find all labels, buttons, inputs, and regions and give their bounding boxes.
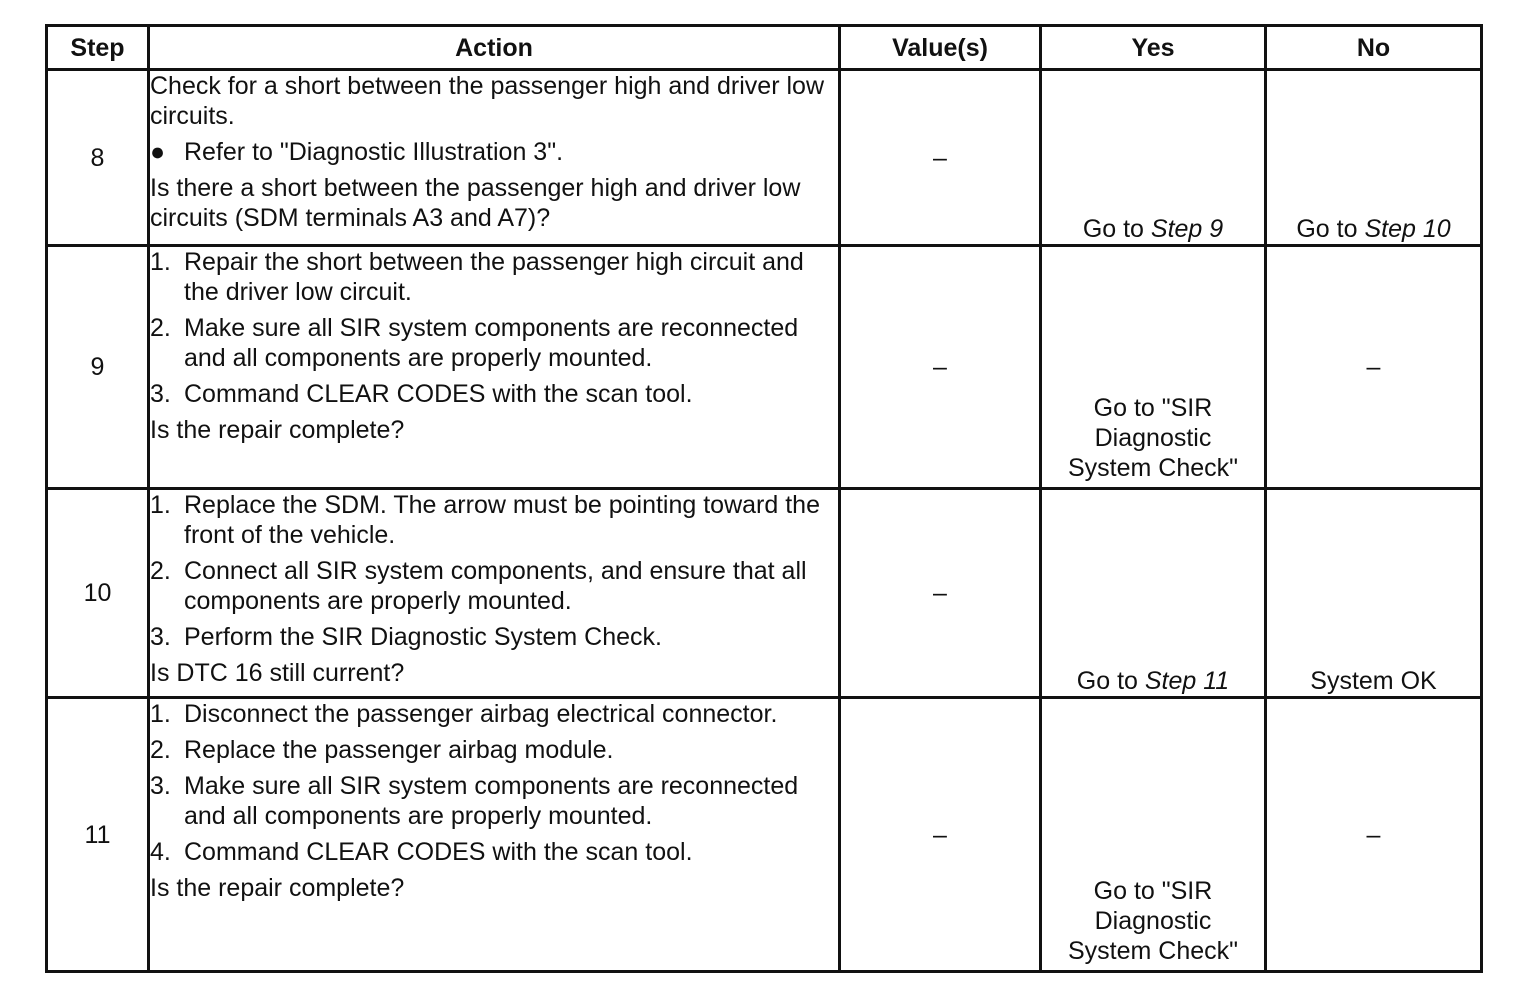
step-number: 9 (47, 246, 149, 489)
header-yes: Yes (1041, 26, 1266, 70)
action-cell (149, 246, 840, 489)
yes-cell (1041, 489, 1266, 698)
action-item (150, 313, 838, 373)
yes-prefix: Go to (1082, 215, 1151, 243)
action-item (150, 771, 838, 831)
action-bullet-item (150, 137, 838, 167)
action-question: Is the repair complete? (150, 416, 405, 444)
action-item (150, 622, 838, 652)
yes-cell: Go to "SIR Diagnostic System Check" (1041, 246, 1266, 489)
value-cell: – (840, 489, 1041, 698)
no-cell: – (1266, 698, 1482, 972)
item-text: Command CLEAR CODES with the scan tool. (184, 380, 693, 408)
yes-cell (1041, 70, 1266, 246)
header-row (47, 26, 1482, 70)
no-cell (1266, 70, 1482, 246)
bullet-icon: ● (150, 138, 166, 166)
table-row-step-8 (47, 70, 1482, 246)
item-text: Repair the short between the passenger high circuit and the driver low circuit. (184, 248, 804, 306)
item-number: 3. (150, 623, 171, 651)
item-text: Perform the SIR Diagnostic System Check. (184, 623, 662, 651)
no-cell: – (1266, 246, 1482, 489)
action-item (150, 247, 838, 307)
action-question: Is DTC 16 still current? (150, 659, 405, 687)
action-question: Is the repair complete? (150, 874, 405, 902)
header-action: Action (149, 26, 840, 70)
diagnostic-table (45, 24, 1483, 973)
table-row-step-9 (47, 246, 1482, 489)
header-step: Step (47, 26, 149, 70)
item-text: Make sure all SIR system components are reconnected and all components are properly mounted. (184, 314, 799, 372)
action-item (150, 556, 838, 616)
value-cell: – (840, 246, 1041, 489)
yes-step-link: Step 11 (1144, 667, 1230, 695)
no-prefix: Go to (1296, 215, 1365, 243)
item-number: 2. (150, 736, 171, 764)
no-step-link: Step 10 (1364, 215, 1451, 243)
item-text: Command CLEAR CODES with the scan tool. (184, 838, 693, 866)
item-text: Connect all SIR system components, and ensure that all components are properly mounted. (184, 557, 807, 615)
step-number: 8 (47, 70, 149, 246)
action-item (150, 837, 838, 867)
item-text: Replace the SDM. The arrow must be pointing toward the front of the vehicle. (184, 491, 820, 549)
item-number: 4. (150, 838, 171, 866)
action-question: Is there a short between the passenger high and driver low circuits (SDM terminals A3 and A7)? (150, 174, 801, 232)
action-item (150, 490, 838, 550)
value-cell: – (840, 70, 1041, 246)
item-text: Replace the passenger airbag module. (184, 736, 614, 764)
action-intro: Check for a short between the passenger high and driver low circuits. (150, 72, 824, 130)
action-cell (149, 70, 840, 246)
step-number: 10 (47, 489, 149, 698)
item-number: 3. (150, 772, 171, 800)
action-cell (149, 489, 840, 698)
no-cell: System OK (1266, 489, 1482, 698)
item-number: 3. (150, 380, 171, 408)
item-number: 1. (150, 700, 171, 728)
value-cell: – (840, 698, 1041, 972)
header-no: No (1266, 26, 1482, 70)
yes-step-link: Step 9 (1150, 215, 1224, 243)
action-item (150, 735, 838, 765)
table-row-step-11 (47, 698, 1482, 972)
item-number: 1. (150, 491, 171, 519)
table-row-step-10 (47, 489, 1482, 698)
item-number: 2. (150, 557, 171, 585)
action-cell (149, 698, 840, 972)
item-number: 1. (150, 248, 171, 276)
action-bullet-text: Refer to "Diagnostic Illustration 3". (184, 138, 564, 166)
item-text: Disconnect the passenger airbag electrical connector. (184, 700, 778, 728)
action-item (150, 379, 838, 409)
yes-prefix: Go to (1076, 667, 1145, 695)
item-number: 2. (150, 314, 171, 342)
yes-cell: Go to "SIR Diagnostic System Check" (1041, 698, 1266, 972)
action-item (150, 699, 838, 729)
header-values: Value(s) (840, 26, 1041, 70)
item-text: Make sure all SIR system components are reconnected and all components are properly mounted. (184, 772, 799, 830)
step-number: 11 (47, 698, 149, 972)
